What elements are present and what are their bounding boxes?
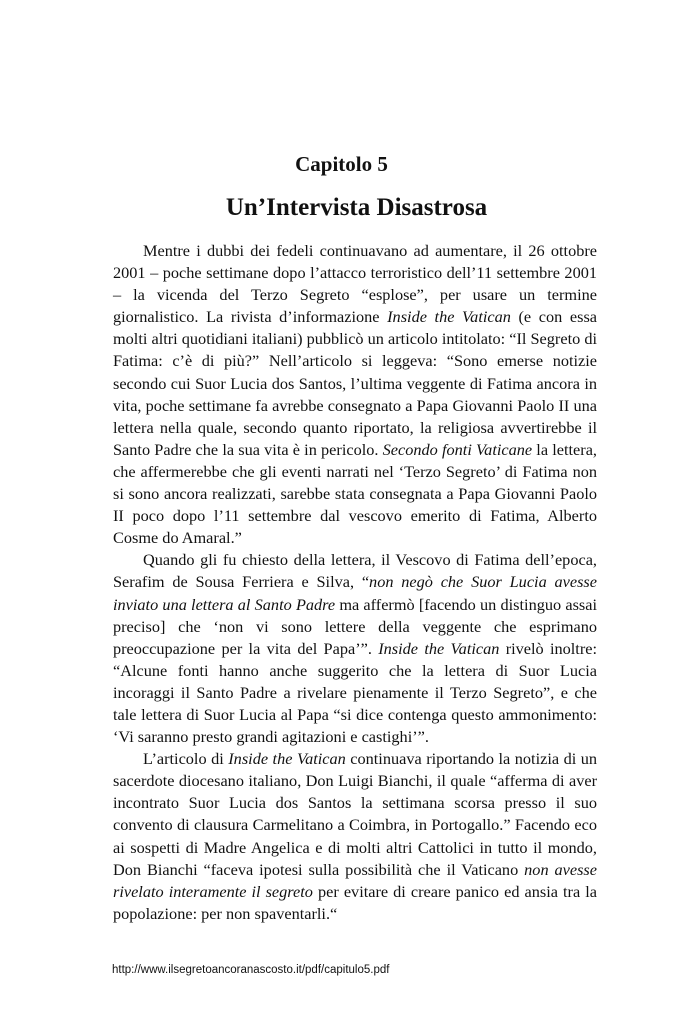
italic-run: Inside the Vatican [228, 749, 346, 769]
text-run: L’articolo di [143, 749, 229, 769]
text-run: per evitare di creare panico ed ansia tra la popolazione: per non spaventarli.“ [113, 881, 598, 923]
body-text [113, 240, 597, 925]
chapter-label: Capitolo 5 [295, 152, 388, 176]
italic-run: Secondo fonti Vaticane [382, 439, 533, 459]
paragraph-2 [113, 549, 597, 748]
text-run: Mentre i dubbi dei fedeli continuavano ad aumentare, il 26 ottobre 2001 – poche settimane dopo l’attacco terroristico dell’11 settembre 2001 – la vicenda del Terzo Segreto “esplose”, per usare un termine giornalistico. La rivista d’informazione [113, 241, 597, 327]
italic-run: non negò che Suor Lucia avesse inviato una lettera al Santo Padre [113, 572, 597, 614]
chapter-title: Un’Intervista Disastrosa [225, 194, 488, 221]
paragraph-3 [113, 748, 597, 925]
italic-run: Inside the Vatican [378, 638, 500, 658]
text-run: la lettera, che affermerebbe che gli eventi narrati nel ‘Terzo Segreto’ di Fatima non si sono ancora realizzati, sarebbe stata consegnata a Papa Giovanni Paolo II poco dopo l’11 settembre dal vescovo emerito di Fatima, Alberto Cosme do Amaral.” [113, 439, 597, 548]
text-run: (e con essa molti altri quotidiani italiani) pubblicò un articolo intitolato: “Il Segreto di Fatima: c’è di più?” Nell’articolo si leggeva: “Sono emerse notizie secondo cui Suor Lucia dos Santos, l’ultima veggente di Fatima ancora in vita, poche settimane fa avrebbe consegnato a Papa Giovanni Paolo II una lettera nella quale, secondo quanto riportato, la religiosa avvertirebbe il Santo Padre che la sua vita è in pericolo. [113, 307, 598, 459]
text-run: rivelò inoltre: “Alcune fonti hanno anche suggerito che la lettera di Suor Lucia incoraggi il Santo Padre a rivelare pienamente il Terzo Segreto”, e che tale lettera di Suor Lucia al Papa “si dice contenga questo ammonimento: ‘Vi saranno presto grandi agitazioni e castighi’”. [113, 638, 597, 747]
text-run: ma affermò [facendo un distinguo assai preciso] che ‘non vi sono lettere della veggente che esprimano preoccupazione per la vita del Papa’”. [113, 594, 597, 658]
footer-url: http://www.ilsegretoancoranascosto.it/pdf/capitulo5.pdf [112, 964, 390, 976]
text-run: continuava riportando la notizia di un sacerdote diocesano italiano, Don Luigi Bianchi, il quale “afferma di aver incontrato Suor Lucia dos Santos la settimana scorsa presso il suo convento di clausura Carmelitano a Coimbra, in Portogallo.” Facendo eco ai sospetti di Madre Angelica e di molti altri Cattolici in tutto il mondo, Don Bianchi “faceva ipotesi sulla possibilità che il Vaticano [113, 749, 598, 879]
italic-run: Inside the Vatican [387, 307, 511, 327]
italic-run: non avesse rivelato interamente il segreto [113, 859, 597, 901]
text-run: Quando gli fu chiesto della lettera, il Vescovo di Fatima dell’epoca, Serafim de Sousa Ferriera e Silva, “ [113, 550, 597, 592]
paragraph-1 [113, 240, 597, 549]
